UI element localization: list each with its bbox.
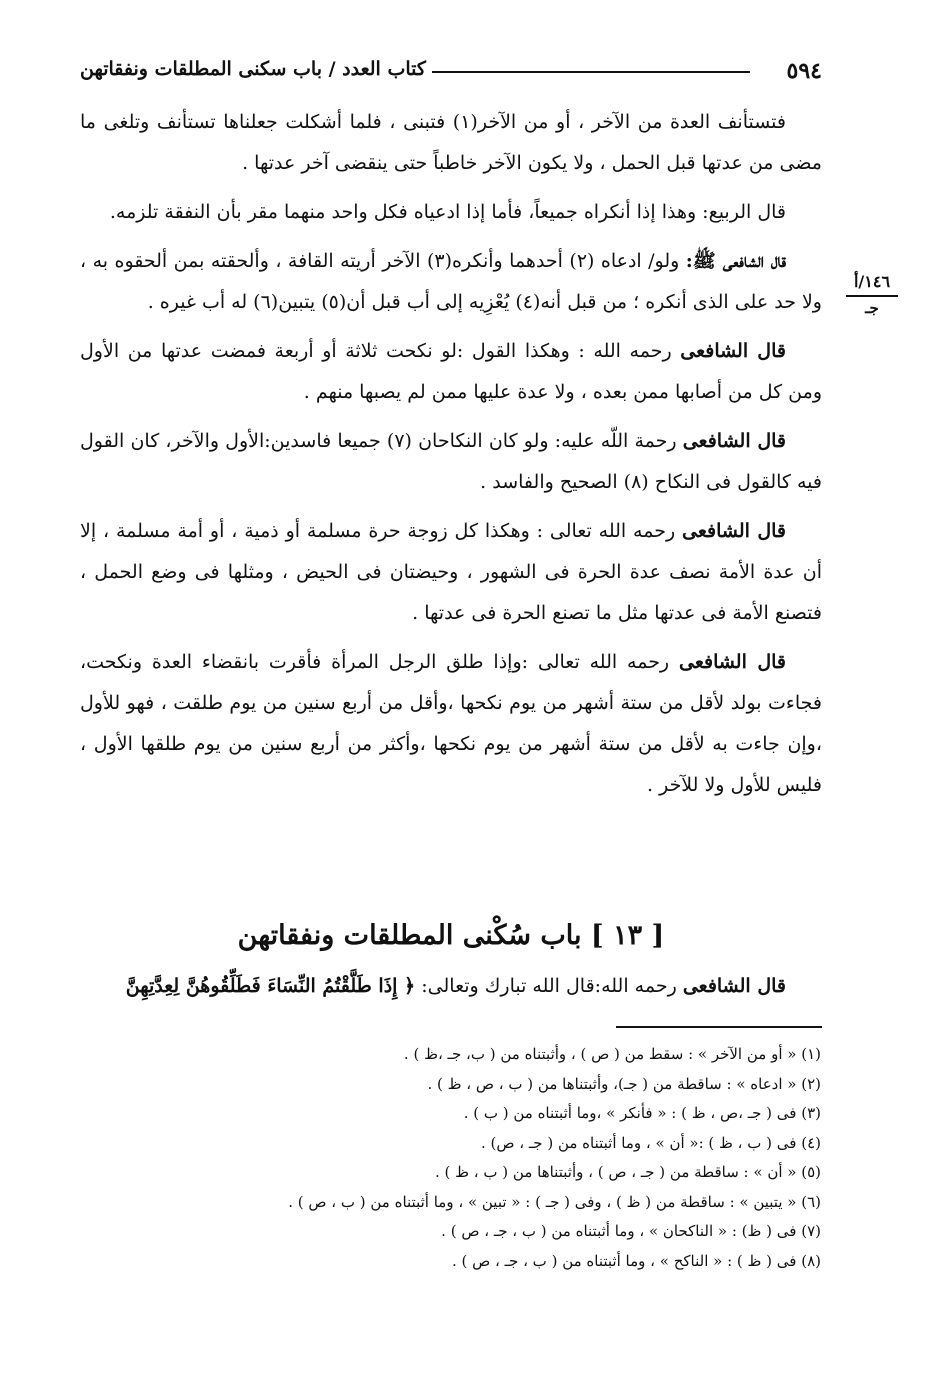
footnote: (٢) « ادعاه » : ساقطة من ( جـ)، وأثبتناها من ( ب ، ص ، ظ ) . xyxy=(427,1074,821,1093)
section-intro-text: رحمه الله:قال الله تبارك وتعالى: xyxy=(421,975,677,997)
running-header xyxy=(80,54,822,90)
footnote: (٥) « أن » : ساقطة من ( جـ ، ص ) ، وأثبتناها من ( ب ، ظ ) . xyxy=(435,1163,821,1181)
footnotes xyxy=(141,1040,821,1276)
quran-quote: ﴿ إِذَا طَلَّقْتُمُ النِّسَاءَ فَطَلِّقُوهُنَّ لِعِدَّتِهِنَّ xyxy=(125,975,416,997)
body-text xyxy=(80,102,822,814)
paragraph-text: رحمه الله تعالى : وهكذا كل زوجة حرة مسلمة أو ذمية ، أو أمة مسلمة ، إلا أن عدة الأمة نصف عدة الحرة فى الشهور ، وحيضتان فى الحيض ، ومثلها فى وضع الحمل ، فتصنع الأمة فى عدتها مثل ما تصنع الحرة فى عدتها . xyxy=(80,520,822,624)
footnote: (٨) فى ( ظ ) : « الناكح » ، وما أثبتناه من ( ب ، جـ ، ص ) . xyxy=(451,1251,821,1270)
footnote: (٦) « يتبين » : ساقطة من ( ظ ) ، وفى ( جـ ) : « تبين » ، وما أثبتناه من ( ب ، ص ) . xyxy=(288,1192,821,1211)
running-title: كتاب العدد / باب سكنى المطلقات ونفقاتهن xyxy=(80,58,426,80)
paragraph-text: رحمه الله تعالى :وإذا طلق الرجل المرأة فأقرت بانقضاء العدة ونكحت، فجاءت بولد لأقل من ستة أشهر من يوم نكحها ،وأقل من أربع سنين من يوم طلقت ، فهو للأول ،وإن جاءت به لأقل من ستة أشهر من يوم نكحها ،وأكثر من أربع سنين من يوم طلقها الأول ، فليس للأول ولا للآخر . xyxy=(80,651,822,796)
margin-folio: ١٤٦/أ xyxy=(846,272,898,297)
paragraph-speaker: قال الشافعى xyxy=(682,430,787,452)
paragraph-speaker: قال الشافعى xyxy=(682,520,787,542)
paragraph-text: قال الربيع: وهذا إذا أنكراه جميعاً، فأما إذا ادعياه فكل واحد منهما مقر بأن النفقة تلزمه. xyxy=(109,201,786,223)
paragraph-text: فتستأنف العدة من الآخر ، أو من الآخر(١) فتبنى ، فلما أشكلت جعلناها تستأنف وتلغى ما مضى من عدتها قبل الحمل ، ولا يكون الآخر خاطباً حتى ينقضى آخر عدتها . xyxy=(80,111,822,174)
paragraph xyxy=(80,241,822,323)
paragraph xyxy=(80,102,822,184)
section-heading: [ ١٣ ] باب سُكْنى المطلقات ونفقاتهن xyxy=(237,920,665,951)
footnote: (٤) فى ( ب ، ظ ) :« أن » ، وما أثبتناه من ( جـ ، ص) . xyxy=(480,1133,821,1152)
margin-note xyxy=(846,272,898,317)
margin-manuscript: جـ xyxy=(865,299,879,317)
paragraph-text: رحمة اللّه عليه: ولو كان النكاحان (٧) جميعا فاسدين:الأول والآخر، كان القول فيه كالقول فى النكاح (٨) الصحيح والفاسد . xyxy=(80,430,822,493)
paragraph xyxy=(80,511,822,634)
paragraph-speaker: قال الشافعى xyxy=(680,340,786,362)
paragraph xyxy=(80,642,822,806)
footnote: (٣) فى ( جـ ،ص ، ظ ) : « فأنكر » ،وما أثبتناه من ( ب ) . xyxy=(463,1104,821,1122)
paragraph xyxy=(80,421,822,503)
paragraph xyxy=(80,192,822,233)
paragraph-text: ولو/ ادعاه (٢) أحدهما وأنكره(٣) الآخر أريته القافة ، وألحقته بمن ألحقوه به ، ولا حد على الذى أنكره ؛ من قبل أنه(٤) يُعْزِيه إلى أب قبل أن(٥) يتبين(٦) له أب غيره . xyxy=(80,250,822,313)
footnote: (١) « أو من الآخر » : سقط من ( ص ) ، وأثبتناه من ( ب، جـ ،ظ ) . xyxy=(403,1045,821,1063)
paragraph-speaker: قال الشافعى xyxy=(678,651,786,673)
footnote: (٧) فى ( ظ) : « الناكحان » ، وما أثبتناه من ( ب ، جـ ، ص ) . xyxy=(441,1222,821,1240)
header-rule xyxy=(432,71,750,73)
footnote-rule xyxy=(616,1026,822,1028)
section-intro-speaker: قال الشافعى xyxy=(682,975,786,997)
paragraph-speaker: قال الشافعى ﷺ: xyxy=(685,250,786,272)
paragraph-text: رحمه الله : وهكذا القول :لو نكحت ثلاثة أو أربعة فمضت عدتها من الأول ومن كل من أصابها ممن بعده ، ولا عدة عليها ممن لم يصبها منهم . xyxy=(80,340,822,403)
paragraph xyxy=(80,331,822,413)
section-intro xyxy=(80,966,822,1006)
page-number: ٥٩٤ xyxy=(786,58,822,84)
